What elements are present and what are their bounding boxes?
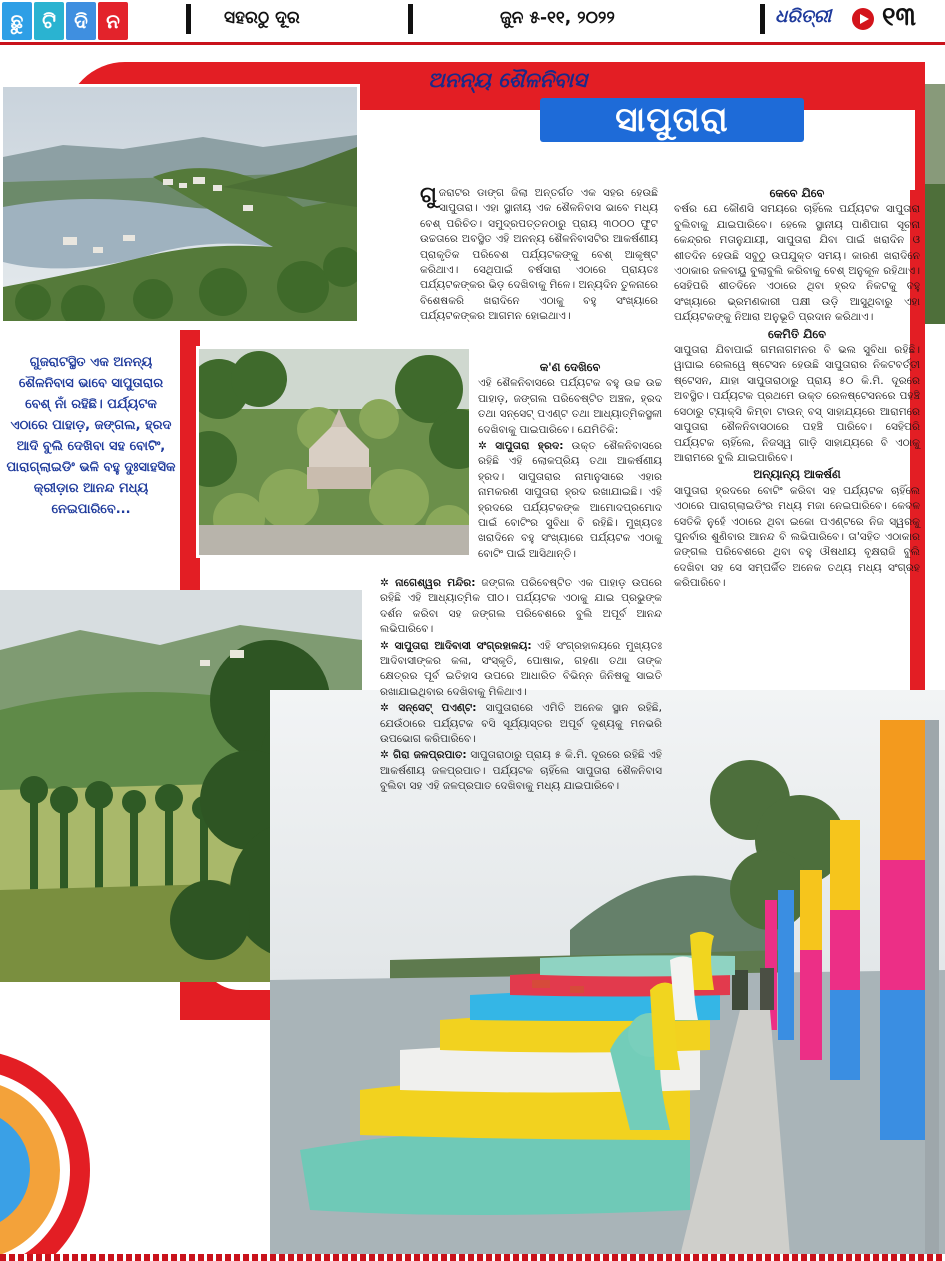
when-text: ବର୍ଷର ଯେ କୌଣସି ସମୟରେ ଚାହିଁଲେ ପର୍ଯ୍ୟଟକ ସାପୁତାରା ବୁଲିବାକୁ ଯାଇପାରିବେ। ହେଲେ ସ୍ଥାନୀୟ ପାଣିପାଗ ସୂଚନା କେନ୍ଦ୍ରର ମତାନୁଯାୟୀ, ସାପୁତାରା ଯିବା ପାଇଁ ଖରାଦିନ ଓ ଶୀତଦିନ ହେଉଛି ସବୁଠୁ ଉପଯୁକ୍ତ ସମୟ। କାରଣ ଖରାଦିନେ ଏଠାକାର ଜଳବାୟୁ ବୁଲାବୁଲି କରିବାକୁ ବେଶ୍ ଅନୁକୂଳ ରହିଥାଏ। ସେହିପରି ଶୀତଦିନେ ଏଠାରେ ଥିବା ହ୍ରଦ ନିକଟକୁ ବହୁ ସଂଖ୍ୟାରେ ଭ୍ରମଣକାରୀ ପକ୍ଷୀ ଉଡ଼ି ଆସୁଥିବାରୁ ଏହା ପର୍ଯ୍ୟଟକଙ୍କୁ ନିଆରା ଅନୁଭୂତି ପ୍ରଦାନ କରିଥାଏ। (674, 203, 920, 324)
footer-rule (0, 1254, 945, 1261)
brand-logo: ଧରିତ୍ରୀ (775, 6, 832, 27)
when-heading: କେବେ ଯିବେ (769, 186, 825, 200)
header-divider (760, 4, 765, 34)
item-waterfall (380, 748, 662, 794)
section-tag (2, 2, 128, 40)
see-heading: କ'ଣ ଦେଖିବେ (539, 360, 601, 374)
section-letter-1: ଛୁ (2, 2, 32, 40)
see-section-list (380, 576, 662, 796)
item-sunset (380, 701, 662, 747)
item-text: ସାପୁତାରାଠାରୁ ପ୍ରାୟ ୫ କି.ମି. ଦୂରରେ ରହିଛି ଏହି ଆକର୍ଷଣୀୟ ଜଳପ୍ରପାତ। ପର୍ଯ୍ୟଟକ ଚାହିଁଲେ ସାପୁତାରା ଶୈଳନିବାସ ବୁଲିବା ସହ ଏହି ଜଳପ୍ରପାତ ଦେଖିବାକୁ ମଧ୍ୟ ଯାଇପାରିବେ। (380, 749, 662, 793)
item-temple (380, 576, 662, 638)
header-rule (0, 42, 945, 45)
item-text: ସାପୁତାରାରେ ଏମିତି ଅନେକ ସ୍ଥାନ ରହିଛି, ଯେଉଁଠାରେ ପର୍ଯ୍ୟଟକ ବସି ସୂର୍ଯ୍ୟାସ୍ତର ଅପୂର୍ବ ଦୃଶ୍ୟକୁ ମନଭରି ଉପଭୋଗ କରିପାରିବେ। (380, 702, 662, 746)
column-name: ସହରଠୁ ଦୂର (224, 8, 300, 28)
item-label: ✲ ସାପୁତାରା ଆଦିବାସୀ ସଂଗ୍ରହାଳୟ: (380, 639, 532, 652)
how-text: ସାପୁତାରା ଯିବାପାଇଁ ଗମନାଗମନର ବି ଭଲ ସୁବିଧା ରହିଛି। ୱାଘାଇ ରେଲୱେ ଷ୍ଟେସନ ହେଉଛି ସାପୁତାରାର ନିକଟବର୍ତ୍ତୀ ଷ୍ଟେସନ, ଯାହା ସାପୁତାରାଠାରୁ ପ୍ରାୟ ୫୦ କି.ମି. ଦୂରରେ ଅବସ୍ଥିତ। ପର୍ଯ୍ୟଟକ ପ୍ରଥମେ ଉକ୍ତ ରେଳଷ୍ଟେସନରେ ପହଞ୍ଚି ସେଠାରୁ ଟ୍ୟାକ୍ସି କିମ୍ବା ଟାଉନ୍ ବସ୍ ସାହାଯ୍ୟରେ ଆରାମରେ ସାପୁତାରା ଶୈଳନିବାସଠାରେ ପହଞ୍ଚି ପାରିବେ। ସେହିପରି ପର୍ଯ୍ୟଟକ ଚାହିଁଲେ, ନିଜସ୍ୱ ଗାଡ଼ି ସାହାଯ୍ୟରେ ବି ଏଠାକୁ ଆରାମରେ ବୁଲି ଯାଇପାରିବେ। (674, 344, 920, 464)
item-label: ✲ ସନ୍‌ସେଟ୍ ପଏଣ୍ଟ: (380, 702, 477, 715)
drop-cap: ଗୁ (420, 183, 437, 208)
how-heading: କେମିତି ଯିବେ (768, 326, 826, 341)
other-text: ସାପୁତାରା ହ୍ରଦରେ ବୋଟିଂ କରିବା ସହ ପର୍ଯ୍ୟଟକ ଚାହିଁଲେ ଏଠାରେ ପାରାଗ୍ଲାଇଡିଂର ମଧ୍ୟ ମଜା ନେଇପାରିବେ। କେବଳ ସେତିକି ନୁହେଁ ଏଠାରେ ଥିବା ଇକୋ ପଏଣ୍ଟରେ ନିଜ ସ୍ୱରକୁ ପୁନର୍ବାର ଶୁଣିବାର ଆନନ୍ଦ ବି ଲଭିପାରିବେ। ତା'ସହିତ ଏଠାକାର ଜଙ୍ଗଲ ପରିବେଶରେ ଥିବା ବହୁ ଔଷଧୀୟ ବୃକ୍ଷରାଜି ବୁଲି ଦେଖିବା ସହ ସେ ସମ୍ପର୍କିତ ଅନେକ ତଥ୍ୟ ମଧ୍ୟ ସଂଗ୍ରହ କରିପାରିବେ। (674, 484, 920, 590)
play-icon (852, 8, 874, 30)
item-label: ✲ ନାଗେଶ୍ୱର ମନ୍ଦିର: (380, 577, 476, 589)
edge-photo (925, 84, 945, 324)
section-letter-2: ଟି (34, 2, 64, 40)
see-section-top (478, 360, 662, 563)
item-label: ✲ ସାପୁତାରା ହ୍ରଦ: (478, 440, 564, 453)
see-intro: ଏହି ଶୈଳନିବାସରେ ପର୍ଯ୍ୟଟକ ବହୁ ଉଚ୍ଚ ଉଚ୍ଚ ପାହାଡ଼, ଜଙ୍ଗଲ ପରିବେଷ୍ଟିତ ଅଞ୍ଚଳ, ହ୍ରଦ ତଥା ସନ୍‌ସେଟ୍ ପଏଣ୍ଟ ତଥା ଆଧ୍ୟାତ୍ମିକସ୍ଥଳୀ ଦେଖିବାକୁ ପାଇପାରିବେ। ଯେମିତିକି: (478, 377, 662, 436)
item-museum (380, 639, 662, 701)
lake-town-photo (0, 84, 360, 324)
corner-decoration (0, 1020, 90, 1260)
article-intro-column (420, 183, 658, 326)
item-text: ଏହି ସଂଗ୍ରହାଳୟରେ ମୁଖ୍ୟତଃ ଆଦିବାସୀଙ୍କର କଳା, ସଂସ୍କୃତି, ପୋଷାକ, ଗହଣା ତଥା ତାଙ୍କ କ୍ଷେତ୍ରର ପୂର୍ବ ଇତିହାସ ଉପରେ ଆଧାରିତ ବିଭିନ୍ନ ଜିନିଷକୁ ସାଇତି ରଖାଯାଇଥିବାର ଦେଖିବାକୁ ମିଳିଥାଏ। (380, 639, 663, 698)
page-header (0, 0, 945, 44)
section-letter-3: ଦି (66, 2, 96, 40)
article-title-box (540, 98, 804, 142)
item-text: ଜଙ୍ଗଲ ପରିବେଷ୍ଟିତ ଏକ ପାହାଡ଼ ଉପରେ ରହିଛି ଏହି ଆଧ୍ୟାତ୍ମିକ ପୀଠ। ପର୍ଯ୍ୟଟକ ଏଠାକୁ ଯାଇ ପ୍ରଭୁଙ୍କ ଦର୍ଶନ କରିବା ସହ ଜଙ୍ଗଲ ପରିବେଶରେ ବୁଲି ଅପୂର୍ବ ଆନନ୍ଦ ଲଭିପାରିବେ। (380, 577, 662, 636)
other-heading: ଅନ୍ୟାନ୍ୟ ଆକର୍ଷଣ (753, 467, 841, 482)
item-text: ଉକ୍ତ ଶୈଳନିବାସରେ ରହିଛି ଏହି ଲୋକପ୍ରିୟ ତଥା ଆକର୍ଷଣୀୟ ହ୍ରଦ। ସାପୁତାରାର ନାମାନୁସାରେ ଏହାର ନାମକରଣ ସାପୁତାରା ହ୍ରଦ ରଖାଯାଇଛି। ଏହି ହ୍ରଦରେ ପର୍ଯ୍ୟଟକଙ୍କ ଆମୋଦପ୍ରମୋଦ ପାଇଁ ବୋଟିଂର ସୁବିଧା ବି ରହିଛି। ମୁଖ୍ୟତଃ ଖରାଦିନେ ବହୁ ସଂଖ୍ୟାରେ ପର୍ଯ୍ୟଟକ ଏଠାକୁ ବୋଟିଂ ପାଇଁ ଆସିଥାନ୍ତି। (478, 440, 662, 560)
header-divider (408, 4, 413, 34)
page-number: ୧୩ (882, 2, 916, 32)
article-title: ସାପୁତାରା (615, 100, 729, 140)
item-lake-top (478, 439, 662, 562)
temple-photo (196, 346, 472, 558)
intro-paragraph (420, 183, 658, 325)
header-divider (186, 4, 191, 34)
article-kicker: ଅନନ୍ୟ ଶୈଳନିବାସ (428, 68, 587, 92)
article-right-column (674, 186, 920, 593)
section-letter-4: ନ (98, 2, 128, 40)
item-label: ✲ ଗିରା ଜଳପ୍ରପାତ: (380, 749, 467, 762)
issue-date: ଜୁନ ୫-୧୧, ୨୦୨୨ (500, 8, 615, 28)
pull-quote: ଗୁଜରାଟସ୍ଥିତ ଏକ ଅନନ୍ୟ ଶୈଳନିବାସ ଭାବେ ସାପୁତାରାର ବେଶ୍ ନାଁ ରହିଛି। ପର୍ଯ୍ୟଟକ ଏଠାରେ ପାହାଡ଼, ଜଙ୍ଗଲ, ହ୍ରଦ ଆଦି ବୁଲି ଦେଖିବା ସହ ବୋଟିଂ, ପାରାଗ୍ଲାଇଡିଂ ଭଳି ବହୁ ଦୁଃସାହସିକ କ୍ରୀଡ଼ାର ଆନନ୍ଦ ମଧ୍ୟ ନେଇପାରିବେ... (6, 355, 176, 517)
intro-text: ଜରାଟର ଡାଙ୍ଗ ଜିଲା ଅନ୍ତର୍ଗତ ଏକ ସହର ହେଉଛି ସାପୁତାରା। ଏହା ସ୍ଥାନୀୟ ଏକ ଶୈଳନିବାସ ଭାବେ ମଧ୍ୟ ବେଶ୍ ପରିଚିତ। ସମୁଦ୍ରପତ୍ତନଠାରୁ ପ୍ରାୟ ୩୦୦୦ ଫୁଟ ଉଚ୍ଚତାରେ ଅବସ୍ଥିତ ଏହି ଅନନ୍ୟ ଶୈଳନିବାସଟିର ଆକର୍ଷଣୀୟ ପ୍ରାକୃତିକ ପରିବେଶ ପର୍ଯ୍ୟଟକଙ୍କୁ ବେଶ୍ ଆକୃଷ୍ଟ କରିଥାଏ। ସେଥିପାଇଁ ବର୍ଷସାରା ଏଠାରେ ପ୍ରାୟତଃ ପର୍ଯ୍ୟଟକଙ୍କର ଭିଡ଼ ଦେଖିବାକୁ ମିଳେ। ଅନ୍ୟଦିନ ତୁଳନାରେ ବିଶେଷକରି ଖରାଦିନେ ଏଠାକୁ ବହୁ ସଂଖ୍ୟାରେ ପର୍ଯ୍ୟଟକଙ୍କର ଆଗମନ ହୋଇଥାଏ। (420, 187, 658, 323)
